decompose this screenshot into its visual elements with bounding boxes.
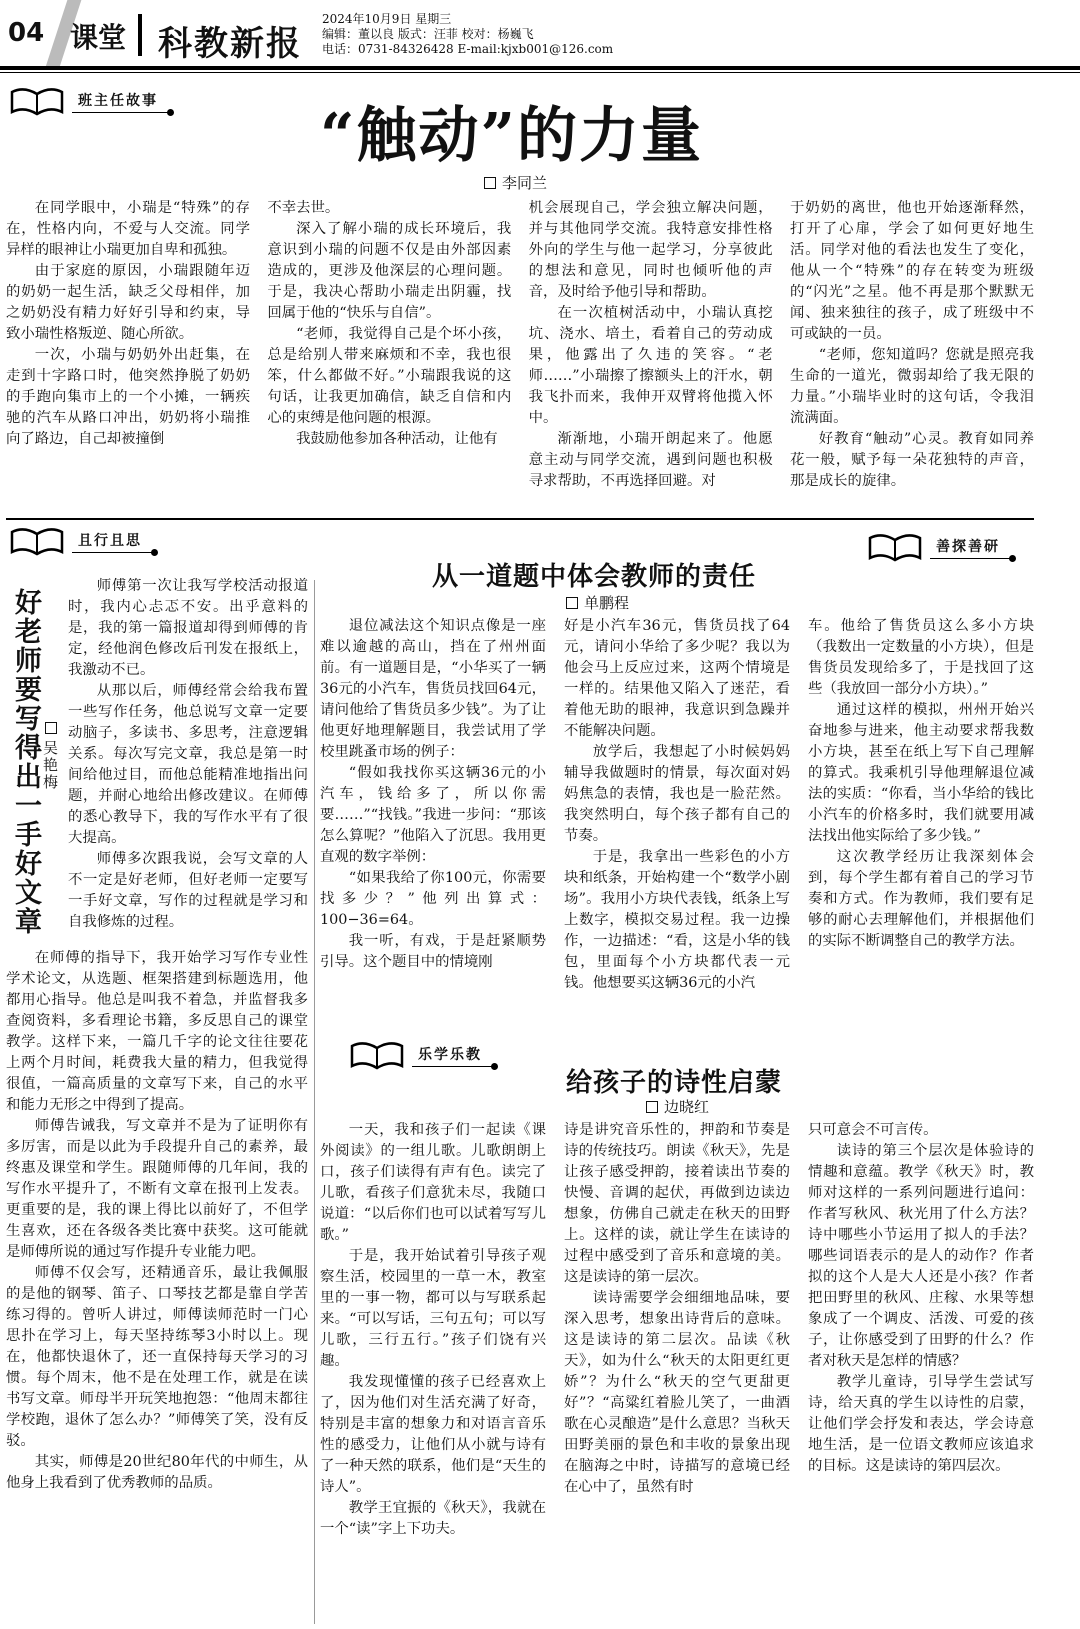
author: 李同兰 [502, 174, 548, 192]
paragraph: “老师，我觉得自己是个坏小孩，总是给别人带来麻烦和不幸，我也很笨，什么都做不好。”小瑞跟我说的这句话，让我更加确信，缺乏自信和内心的束缚是他问题的根源。 [267, 326, 512, 426]
column-tag-a2 [8, 526, 152, 556]
article-title-vertical: 好老师要写得出一手好文章 [10, 588, 41, 936]
paragraph: 师傅多次跟我说，会写文章的人不一定是好老师，但好老师一定要写一手好文章，写作的过程就是学习和自我修炼的过程。 [68, 851, 308, 930]
newspaper-name: 科教新报 [158, 24, 302, 64]
column-label: 善探善研 [930, 536, 1010, 559]
paragraph: 于是，我开始试着引导孩子观察生活，校园里的一草一木，教室里的一事一物，都可以与写联系起来。“可以写话，三句五句；可以写儿歌，三行五行。”孩子们饶有兴趣。 [320, 1248, 546, 1369]
paragraph: 退位减法这个知识点像是一座难以逾越的高山，挡在了州州面前。有一道题目是，“小华买了一辆36元的小汽车，售货员找回64元，请问他给了售货员多少钱”。为了让他更好地理解题目，我尝试用了学校里跳蚤市场的例子： [320, 618, 546, 760]
author: 单鹏程 [584, 594, 630, 612]
page-number: 04 [8, 18, 45, 48]
article-title: 从一道题中体会教师的责任 [432, 562, 757, 592]
article-title: “触动”的力量 [320, 101, 704, 171]
header-rule-thin [0, 72, 1080, 73]
paragraph: 于奶奶的离世，他也开始逐渐释然，打开了心扉，学会了如何更好地生活。同学对他的看法也发生了变化，他从一个“特殊”的存在转变为班级的“闪光”之星。他不再是那个默默无闻、独来独往的孩子，成了班级中不可或缺的一员。 [789, 200, 1034, 342]
open-book-icon [866, 532, 924, 562]
text-column [267, 198, 511, 514]
paragraph: 在同学眼中，小瑞是“特殊”的存在，性格内向，不爱与人交流。同学异样的眼神让小瑞更加自卑和孤独。 [6, 200, 250, 258]
paragraph: 通过这样的模拟，州州开始兴奋地参与进来，他主动要求帮我数小方块，甚至在纸上写下自己理解的算式。我乘机引导他理解退位减法的实质：“你看，当小华给的钱比小汽车的价格多时，我们就要用减法找出他实际给了多少钱。” [808, 702, 1034, 844]
column-label: 乐学乐教 [412, 1044, 492, 1067]
issue-date: 2024年10月9日 星期三 [322, 12, 452, 26]
article-body-a1 [6, 198, 1034, 514]
column-tag-a4 [348, 1040, 492, 1070]
paragraph: 读诗需要学会细细地品味，要深入思考，想象出诗背后的意味。这是读诗的第二层次。品读《秋天》，如为什么“秋天的太阳更红更娇”？为什么“秋天的空气更甜更好”？“高粱红着脸儿笑了，一曲酒歌在心灵酿造”是什么意思？当秋天田野美丽的景色和丰收的景象出现在脑海之中时，诗描写的意境已经在心中了，虽然有时 [564, 1290, 790, 1495]
paragraph: 从那以后，师傅经常会给我布置一些写作任务，他总说写文章一定要动脑子，多读书、多思考，注意逻辑关系。每次写完文章，我总是第一时间给他过目，而他总能精准地指出问题，并耐心地给出修改建议。在师傅的悉心教导下，我的写作水平有了很大提高。 [68, 683, 308, 846]
section-name: 课堂 [70, 21, 127, 54]
paragraph: “假如我找你买这辆36元的小汽车，钱给多了，所以你需要……”“找钱。”我进一步问：“那该怎么算呢？”他陷入了沉思。我用更直观的数字举例： [320, 765, 546, 865]
paragraph: 教学儿童诗，引导学生尝试写诗，给天真的学生以诗性的启蒙，让他们学会抒发和表达，学会诗意地生活，是一位语文教师应该追求的目标。这是读诗的第四层次。 [808, 1374, 1034, 1474]
paragraph: 放学后，我想起了小时候妈妈辅导我做题时的情景，每次面对妈妈焦急的表情，我也是一脸茫然。我突然明白，每个孩子都有自己的节奏。 [564, 744, 790, 844]
column-divider [314, 580, 315, 1624]
paragraph: 机会展现自己，学会独立解决问题，并与其他同学交流。我特意安排性格外向的学生与他一起学习，分享彼此的想法和意见，同时也倾听他的声音，及时给予他引导和帮助。 [528, 200, 773, 300]
article-body-a4 [320, 1120, 1034, 1624]
author: 吴艳梅 [41, 740, 59, 791]
paragraph: 深入了解小瑞的成长环境后，我意识到小瑞的问题不仅是由外部因素造成的，更涉及他深层的心理问题。于是，我决心帮助小瑞走出阴霾，找回属于他的“快乐与自信”。 [267, 221, 512, 321]
text-column [6, 198, 250, 514]
byline [484, 172, 547, 193]
header-rule [0, 66, 1080, 70]
paragraph: 只可意会不可言传。 [808, 1122, 938, 1138]
paragraph: 其实，师傅是20世纪80年代的中师生，从他身上我看到了优秀教师的品质。 [6, 1454, 308, 1491]
paragraph: “老师，您知道吗？您就是照亮我生命的一道光，微弱却给了我无限的力量。”小瑞毕业时的这句话，令我泪流满面。 [789, 347, 1034, 426]
text-column [790, 198, 1034, 514]
paragraph: 我一听，有戏，于是赶紧顺势引导。这个题目中的情境刚 [320, 933, 546, 970]
open-book-icon [8, 526, 66, 556]
paragraph: 师傅第一次让我写学校活动报道时，我内心忐忑不安。出乎意料的是，我的第一篇报道却得到师傅的肯定，经他润色修改后刊发在报纸上，我激动不已。 [68, 578, 308, 678]
paragraph: 由于家庭的原因，小瑞跟随年迈的奶奶一起生活，缺乏父母相伴，加之奶奶没有精力好好引导和约束，导致小瑞性格叛逆、随心所欲。 [6, 263, 250, 342]
text-column [564, 616, 790, 1026]
column-label: 且行且思 [72, 530, 152, 553]
column-tag-a1 [8, 86, 168, 116]
contact-info: 电话：0731-84326428 E-mail:kjxb001@126.com [322, 42, 614, 56]
text-column [808, 616, 1034, 1026]
column-label: 班主任故事 [72, 90, 168, 113]
text-column [529, 198, 773, 514]
square-icon [484, 177, 496, 189]
byline [566, 592, 629, 613]
article-body-a2-top [68, 576, 308, 948]
paragraph: 师傅告诫我，写文章并不是为了证明你有多厉害，而是以此为手段提升自己的素养，最终惠及课堂和学生。跟随师傅的几年间，我的写作水平提升了，不断有文章在报刊上发表。更重要的是，我的课上得比以前好了，不但学生喜欢，还在各级各类比赛中获奖。这可能就是师傅所说的通过写作提升专业能力吧。 [6, 1118, 308, 1260]
square-icon [646, 1101, 658, 1113]
article-title: 给孩子的诗性启蒙 [566, 1068, 783, 1098]
paragraph: 渐渐地，小瑞开朗起来了。他愿意主动与同学交流，遇到问题也积极寻求帮助，不再选择回避。对 [528, 431, 773, 489]
article-body-a2 [6, 948, 308, 1624]
byline-vertical [40, 722, 61, 791]
paragraph: 师傅不仅会写，还精通音乐，最让我佩服的是他的钢琴、笛子、口琴技艺都是靠自学苦练习得的。曾听人讲过，师傅读师范时一门心思扑在学习上，每天坚持练琴3小时以上。现在，他都快退休了，还一直保持每天学习的习惯。每个周末，他不是在处理工作，就是在读书写文章。师母半开玩笑地抱怨：“他周末都往学校跑，退休了怎么办？”师傅笑了笑，没有反驳。 [6, 1265, 308, 1449]
square-icon [45, 722, 57, 734]
open-book-icon [8, 86, 66, 116]
paragraph: 不幸去世。 [267, 200, 340, 216]
text-column [320, 1120, 546, 1624]
text-column [808, 1120, 1034, 1624]
author: 边晓红 [664, 1098, 710, 1116]
paragraph: 教学王宜振的《秋天》，我就在一个“读”字上下功夫。 [320, 1500, 546, 1537]
header-divider [138, 14, 142, 56]
article-body-a3 [320, 616, 1034, 1026]
paragraph: 在师傅的指导下，我开始学习写作专业性学术论文，从选题、框架搭建到标题选用，他都用心指导。他总是叫我不着急，并监督我多查阅资料，多看理论书籍，多反思自己的课堂教学。这样下来，一篇几千字的论文往往要花上两个月时间，耗费我大量的精力，但我觉得很值，一篇高质量的文章写下来，自己的水平和能力无形之中得到了提高。 [6, 950, 308, 1113]
paragraph: “如果我给了你100元，你需要找多少？”他列出算式：100−36=64。 [320, 870, 546, 928]
paragraph: 一次，小瑞与奶奶外出赶集，在走到十字路口时，他突然挣脱了奶奶的手跑向集市上的一个小摊，一辆疾驰的汽车从路口冲出，奶奶将小瑞推向了路边，自己却被撞倒 [6, 347, 250, 447]
paragraph: 我鼓励他参加各种活动，让他有 [296, 431, 498, 447]
square-icon [566, 597, 578, 609]
paragraph: 这次教学经历让我深刻体会到，每个学生都有着自己的学习节奏和方式。作为教师，我们要有足够的耐心去理解他们，并根据他们的实际不断调整自己的教学方法。 [808, 849, 1034, 949]
section-rule [6, 518, 1034, 520]
paragraph: 我发现懂懂的孩子已经喜欢上了，因为他们对生活充满了好奇，特别是丰富的想象力和对语言音乐性的感受力，让他们从小就与诗有了一种天然的联系，他们是“天生的诗人”。 [320, 1374, 546, 1495]
paragraph: 诗是讲究音乐性的，押韵和节奏是诗的传统技巧。朗读《秋天》，先是让孩子感受押韵，接着读出节奏的快慢、音调的起伏，再做到边读边想象，仿佛自己就走在秋天的田野上。这样的读，就让学生在读诗的过程中感受到了音乐和意境的美。这是读诗的第一层次。 [564, 1122, 790, 1285]
header-info [322, 12, 613, 57]
paragraph: 在一次植树活动中，小瑞认真挖坑、浇水、培土，看着自己的劳动成果，他露出了久违的笑容。“老师……”小瑞擦了擦额头上的汗水，朝我飞扑而来，我伸开双臂将他揽入怀中。 [528, 305, 773, 426]
text-column [320, 616, 546, 1026]
paragraph: 车。他给了售货员这么多小方块（我数出一定数量的小方块），但是售货员发现给多了，于是找回了这些（我放回一部分小方块）。” [808, 618, 1034, 697]
paragraph: 于是，我拿出一些彩色的小方块和纸条，开始构建一个“数学小剧场”。我用小方块代表钱，纸条上写上数字，模拟交易过程。我一边操作，一边描述：“看，这是小华的钱包，里面每个小方块都代表一元钱。他想要买这辆36元的小汽 [564, 849, 790, 991]
editor-credits: 编辑：董以良 版式：汪菲 校对：杨巍飞 [322, 27, 534, 41]
paragraph: 读诗的第三个层次是体验诗的情趣和意蕴。教学《秋天》时，教师对这样的一系列问题进行追问：作者写秋风、秋光用了什么方法？诗中哪些小节运用了拟人的手法？哪些词语表示的是人的动作？作者拟的这个人是大人还是小孩？作者把田野里的秋风、庄稼、水果等想象成了一个调皮、活泼、可爱的孩子，让你感受到了田野的什么？作者对秋天是怎样的情感？ [808, 1143, 1034, 1369]
paragraph: 好教育“触动”心灵。教育如同养花一般，赋予每一朵花独特的声音，那是成长的旋律。 [789, 431, 1034, 489]
column-tag-a3 [866, 532, 1010, 562]
byline [646, 1096, 709, 1117]
open-book-icon [348, 1040, 406, 1070]
paragraph: 好是小汽车36元，售货员找了64元，请问小华给了多少呢？我以为他会马上反应过来，这两个情境是一样的。结果他又陷入了迷茫，看着他无助的眼神，我意识到急躁并不能解决问题。 [564, 618, 790, 739]
text-column [564, 1120, 790, 1624]
paragraph: 一天，我和孩子们一起读《课外阅读》的一组儿歌。儿歌朗朗上口，孩子们读得有声有色。读完了儿歌，看孩子们意犹未尽，我随口说道：“以后你们也可以试着写写儿歌。” [320, 1122, 546, 1243]
